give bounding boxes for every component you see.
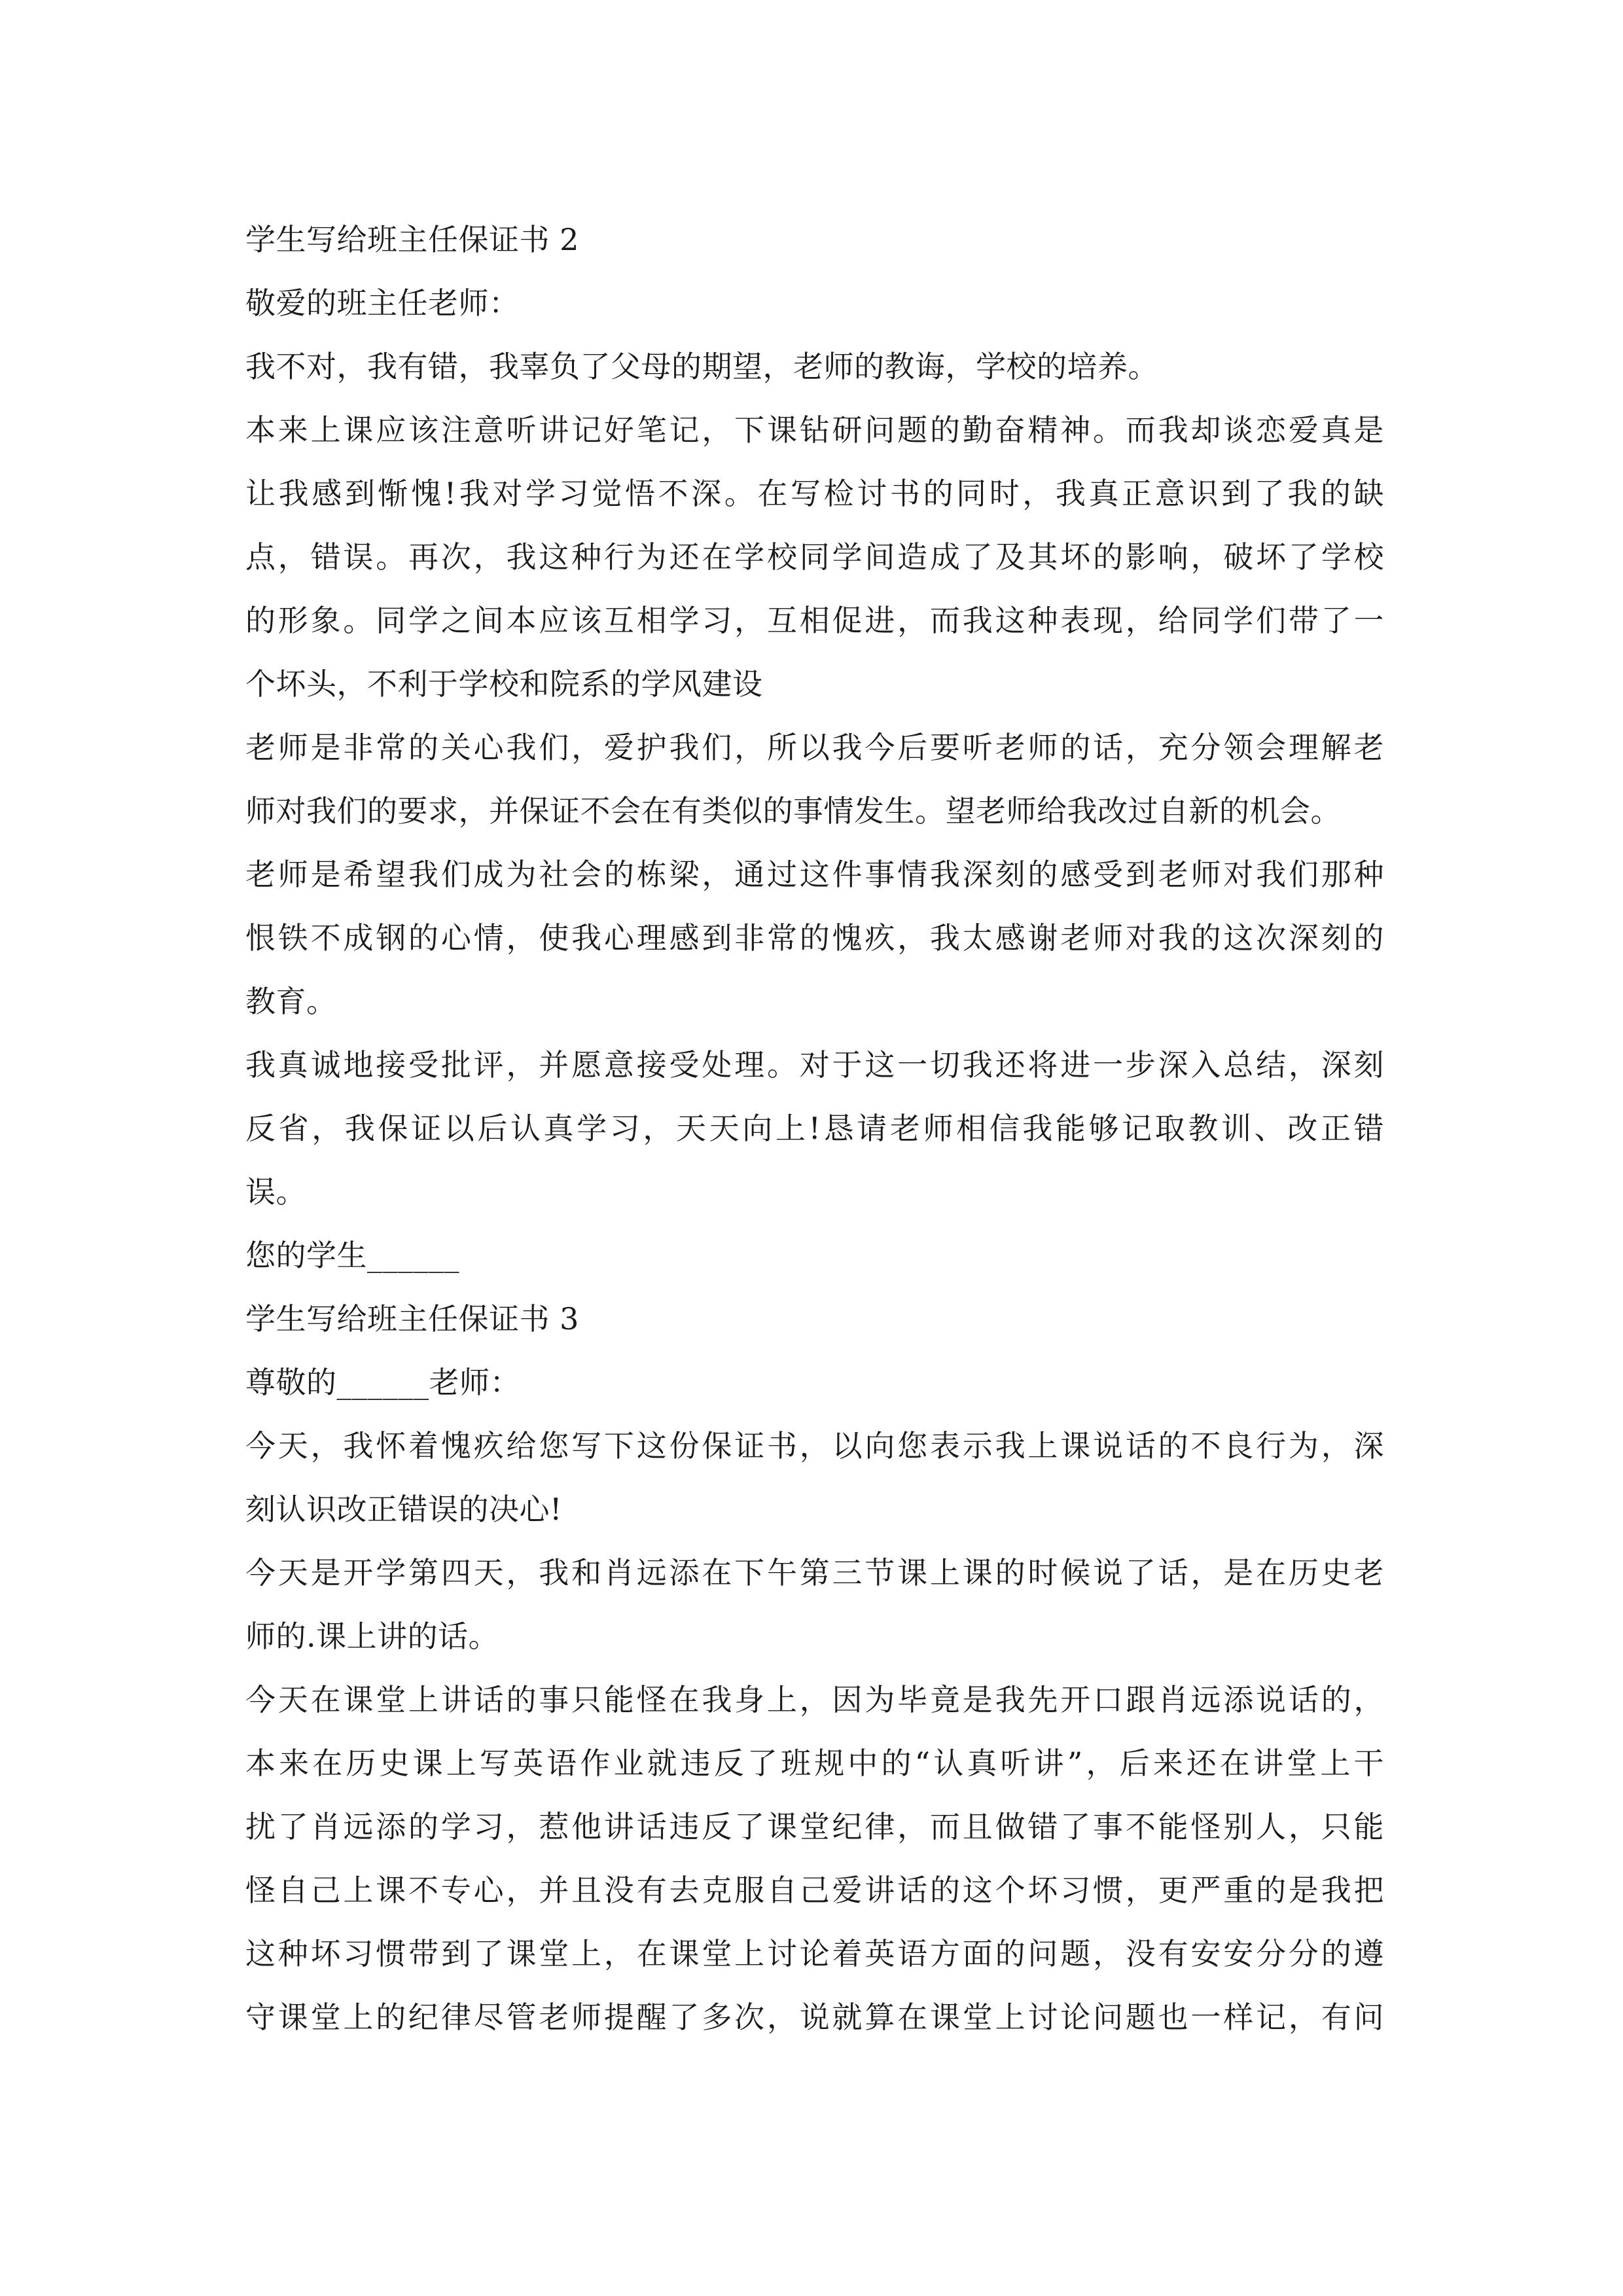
letter2-paragraph-1-line: 我不对，我有错，我辜负了父母的期望，老师的教诲，学校的培养。 <box>245 349 1158 384</box>
letter3-paragraph-3-line: 今天在课堂上讲话的事只能怪在我身上，因为毕竟是我先开口跟肖远添说话的， <box>245 1682 1384 1717</box>
letter2-paragraph-4-line: 教育。 <box>245 984 337 1019</box>
letter2-paragraph-2-line: 的形象。同学之间本应该互相学习，互相促进，而我这种表现，给同学们带了一 <box>245 603 1384 638</box>
letter2-paragraph-5-line: 我真诚地接受批评，并愿意接受处理。对于这一切我还将进一步深入总结，深刻 <box>245 1047 1384 1083</box>
letter3-title: 学生写给班主任保证书 3 <box>245 1301 579 1336</box>
letter2-paragraph-2-line: 本来上课应该注意听讲记好笔记，下课钻研问题的勤奋精神。而我却谈恋爱真是 <box>245 412 1384 448</box>
letter2-paragraph-3-line: 师对我们的要求，并保证不会在有类似的事情发生。望老师给我改过自新的机会。 <box>245 793 1341 829</box>
letter3-paragraph-3-line: 这种坏习惯带到了课堂上，在课堂上讨论着英语方面的问题，没有安安分分的遵 <box>245 1936 1384 1971</box>
letter2-paragraph-2-line: 让我感到惭愧!我对学习觉悟不深。在写检讨书的同时，我真正意识到了我的缺 <box>245 476 1384 511</box>
letter2-signature: 您的学生______ <box>245 1238 459 1273</box>
letter2-paragraph-4-line: 老师是希望我们成为社会的栋梁，通过这件事情我深刻的感受到老师对我们那种 <box>245 857 1384 892</box>
letter2-paragraph-4-line: 恨铁不成钢的心情，使我心理感到非常的愧疚，我太感谢老师对我的这次深刻的 <box>245 920 1384 956</box>
letter2-paragraph-2-line: 个坏头，不利于学校和院系的学风建设 <box>245 666 763 702</box>
letter2-paragraph-5-line: 反省，我保证以后认真学习，天天向上!恳请老师相信我能够记取教训、改正错 <box>245 1111 1384 1146</box>
letter3-salutation: 尊敬的______老师： <box>245 1365 520 1400</box>
letter3-paragraph-1-line: 刻认识改正错误的决心! <box>245 1492 562 1527</box>
letter2-salutation: 敬爱的班主任老师： <box>245 285 520 321</box>
document-page <box>245 208 1384 2049</box>
letter3-paragraph-3-line: 本来在历史课上写英语作业就违反了班规中的“认真听讲”，后来还在讲堂上干 <box>245 1746 1384 1781</box>
letter3-paragraph-3-line: 扰了肖远添的学习，惹他讲话违反了课堂纪律，而且做错了事不能怪别人，只能 <box>245 1809 1384 1844</box>
letter2-paragraph-3-line: 老师是非常的关心我们，爱护我们，所以我今后要听老师的话，充分领会理解老 <box>245 730 1384 765</box>
letter3-paragraph-2-line: 今天是开学第四天，我和肖远添在下午第三节课上课的时候说了话，是在历史老 <box>245 1555 1384 1590</box>
letter2-paragraph-5-line: 误。 <box>245 1174 306 1210</box>
letter3-paragraph-3-line: 怪自己上课不专心，并且没有去克服自己爱讲话的这个坏习惯，更严重的是我把 <box>245 1873 1384 1908</box>
letter3-paragraph-2-line: 师的.课上讲的话。 <box>245 1619 499 1654</box>
letter2-paragraph-2-line: 点，错误。再次，我这种行为还在学校同学间造成了及其坏的影响，破坏了学校 <box>245 539 1384 575</box>
letter3-paragraph-3-line: 守课堂上的纪律尽管老师提醒了多次，说就算在课堂上讨论问题也一样记，有问 <box>245 2000 1384 2035</box>
letter3-paragraph-1-line: 今天，我怀着愧疚给您写下这份保证书，以向您表示我上课说话的不良行为，深 <box>245 1428 1384 1463</box>
letter2-title: 学生写给班主任保证书 2 <box>245 222 579 257</box>
